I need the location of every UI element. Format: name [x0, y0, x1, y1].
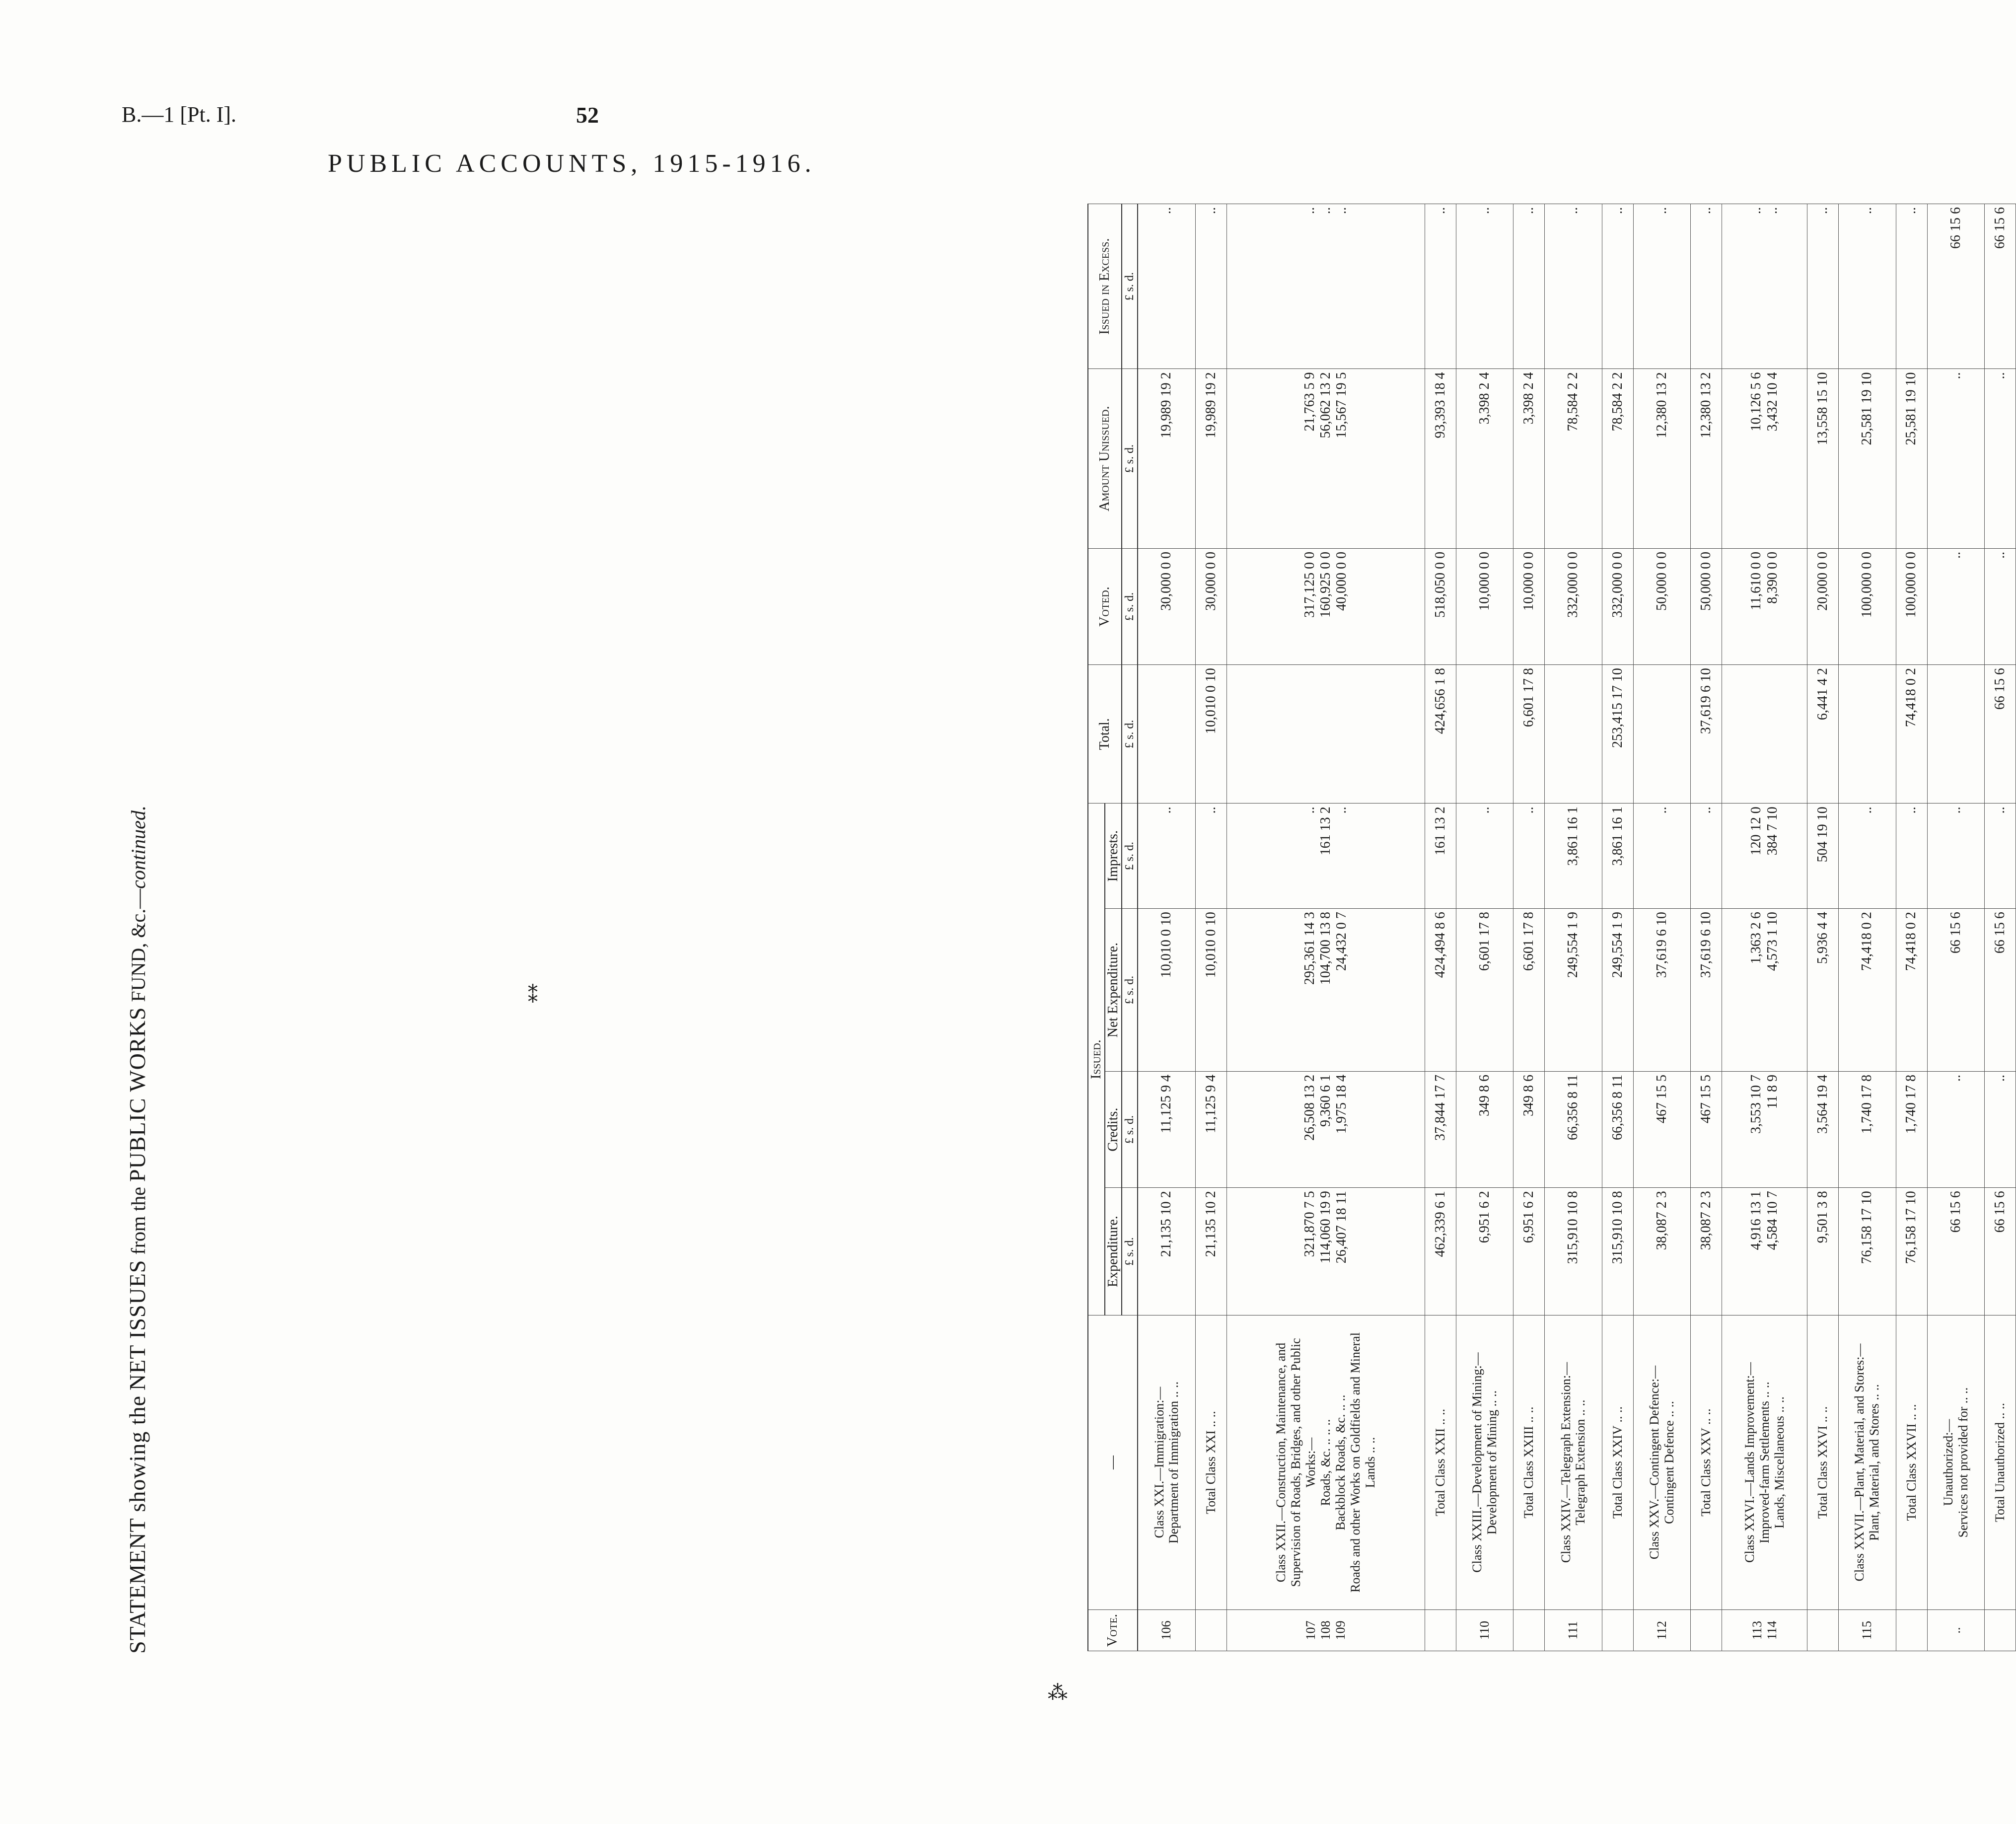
cell-imp: .. — [1691, 803, 1722, 909]
cell-desc: Class XXIII.—Development of Mining:— Development of Mining .. .. — [1456, 1315, 1513, 1610]
cell-voted: 10,000 0 0 — [1456, 548, 1513, 664]
cell-exc: .. .. .. — [1226, 204, 1425, 369]
col-imprests: Imprests. — [1105, 803, 1122, 909]
cell-unis: 12,380 13 2 — [1691, 369, 1722, 548]
cell-exp: 315,910 10 8 — [1602, 1188, 1633, 1315]
page-header-left: B.—1 [Pt. I]. — [122, 102, 236, 127]
cell-tot: 253,415 17 10 — [1602, 665, 1633, 803]
cell-exc: 66 15 6 — [1927, 204, 1984, 369]
cell-vote — [1691, 1610, 1722, 1651]
cell-desc: Total Class XXIV .. .. — [1602, 1315, 1633, 1610]
col-voted: Voted. — [1088, 548, 1122, 664]
cell-exc: .. — [1545, 204, 1602, 369]
cell-desc: Class XXIV.—Telegraph Extension:— Telegraph Extension .. .. — [1545, 1315, 1602, 1610]
cell-net: 249,554 1 9 — [1602, 909, 1633, 1072]
cell-unis: 3,398 2 4 — [1513, 369, 1545, 548]
col-vote: Vote. — [1088, 1610, 1138, 1651]
cell-tot — [1722, 665, 1807, 803]
cell-vote — [1896, 1610, 1927, 1651]
cell-desc: Total Class XXI .. .. — [1195, 1315, 1226, 1610]
cell-desc: Class XXI.—Immigration:— Department of Immigration .. .. — [1138, 1315, 1195, 1610]
cell-tot: 66 15 6 — [1984, 665, 2016, 803]
lsd-voted: £ s. d. — [1122, 548, 1138, 664]
total-row — [1722, 204, 1807, 1651]
cell-imp: .. — [1896, 803, 1927, 909]
cell-imp: .. 161 13 2 .. — [1226, 803, 1425, 909]
cell-imp: .. — [1138, 803, 1195, 909]
cell-voted: 332,000 0 0 — [1545, 548, 1602, 664]
cell-voted: .. — [1927, 548, 1984, 664]
cell-cred: .. — [1927, 1071, 1984, 1187]
cell-desc: Total Unauthorized .. .. — [1984, 1315, 2016, 1610]
cell-imp: .. — [1984, 803, 2016, 909]
cell-vote — [1602, 1610, 1633, 1651]
cell-net: 66 15 6 — [1927, 909, 1984, 1072]
cell-voted: 30,000 0 0 — [1195, 548, 1226, 664]
cell-net: 424,494 8 6 — [1425, 909, 1456, 1072]
cell-vote: 112 — [1633, 1610, 1690, 1651]
lsd-total: £ s. d. — [1122, 665, 1138, 803]
cell-imp: .. — [1456, 803, 1513, 909]
cell-tot — [1839, 665, 1896, 803]
cell-net: 74,418 0 2 — [1839, 909, 1896, 1072]
cell-net: 10,010 0 10 — [1195, 909, 1226, 1072]
lsd-excess: £ s. d. — [1122, 204, 1138, 369]
cell-desc: Total Class XXII .. .. — [1425, 1315, 1456, 1610]
cell-unis: 78,584 2 2 — [1545, 369, 1602, 548]
cell-desc: Total Class XXVI .. .. — [1807, 1315, 1839, 1610]
cell-exp: 315,910 10 8 — [1545, 1188, 1602, 1315]
col-expenditure: Expenditure. — [1105, 1188, 1122, 1315]
cell-tot — [1927, 665, 1984, 803]
cell-net: 37,619 6 10 — [1691, 909, 1722, 1072]
cell-exp: 9,501 3 8 — [1807, 1188, 1839, 1315]
cell-tot: 6,441 4 2 — [1807, 665, 1839, 803]
lsd-credits: £ s. d. — [1122, 1071, 1138, 1187]
cell-exc: .. — [1195, 204, 1226, 369]
cell-cred: 467 15 5 — [1691, 1071, 1722, 1187]
cell-exc: .. — [1839, 204, 1896, 369]
cell-cred: 66,356 8 11 — [1545, 1071, 1602, 1187]
cell-imp: 161 13 2 — [1425, 803, 1456, 909]
cell-cred: 3,564 19 4 — [1807, 1071, 1839, 1187]
cell-exp: 38,087 2 3 — [1633, 1188, 1690, 1315]
cell-unis: 13,558 15 10 — [1807, 369, 1839, 548]
cell-exp: 76,158 17 10 — [1839, 1188, 1896, 1315]
printer-mark: ⁂ — [1048, 1681, 1068, 1704]
cell-net: 6,601 17 8 — [1456, 909, 1513, 1072]
cell-cred: 467 15 5 — [1633, 1071, 1690, 1187]
cell-tot — [1226, 665, 1425, 803]
cell-imp: 120 12 0 384 7 10 — [1722, 803, 1807, 909]
total-row — [1896, 204, 1927, 1651]
cell-exp: 66 15 6 — [1927, 1188, 1984, 1315]
cell-exp: 321,870 7 5 114,060 19 9 26,407 18 11 — [1226, 1188, 1425, 1315]
cell-exc: .. — [1896, 204, 1927, 369]
cell-imp: 504 19 10 — [1807, 803, 1839, 909]
cell-unis: 3,398 2 4 — [1456, 369, 1513, 548]
rotated-table-wrapper — [1087, 204, 2016, 1651]
cell-voted: 50,000 0 0 — [1691, 548, 1722, 664]
cell-net: 74,418 0 2 — [1896, 909, 1927, 1072]
cell-vote: 111 — [1545, 1610, 1602, 1651]
cell-imp: 3,861 16 1 — [1545, 803, 1602, 909]
cell-net: 10,010 0 10 — [1138, 909, 1195, 1072]
cell-cred: .. — [1984, 1071, 2016, 1187]
lsd-net: £ s. d. — [1122, 909, 1138, 1072]
lsd-unissued: £ s. d. — [1122, 369, 1138, 548]
cell-exc: .. — [1602, 204, 1633, 369]
cell-voted: 100,000 0 0 — [1839, 548, 1896, 664]
cell-cred: 1,740 17 8 — [1839, 1071, 1896, 1187]
cell-imp: .. — [1927, 803, 1984, 909]
cell-net: 37,619 6 10 — [1633, 909, 1690, 1072]
cell-net: 66 15 6 — [1984, 909, 2016, 1072]
col-issued-group: Issued. — [1088, 803, 1105, 1315]
col-description: — — [1088, 1315, 1138, 1610]
cell-tot: 424,656 1 8 — [1425, 665, 1456, 803]
cell-exp: 6,951 6 2 — [1456, 1188, 1513, 1315]
cell-imp: .. — [1633, 803, 1690, 909]
col-total: Total. — [1088, 665, 1122, 803]
cell-exp: 38,087 2 3 — [1691, 1188, 1722, 1315]
total-row — [1226, 204, 1425, 1651]
cell-voted: 10,000 0 0 — [1513, 548, 1545, 664]
cell-vote: .. — [1927, 1610, 1984, 1651]
cell-exp: 76,158 17 10 — [1896, 1188, 1927, 1315]
cell-tot — [1633, 665, 1690, 803]
cell-net: 1,363 2 6 4,573 1 10 — [1722, 909, 1807, 1072]
cell-imp: .. — [1195, 803, 1226, 909]
total-row — [1839, 204, 1896, 1651]
cell-desc: Class XXVI.—Lands Improvement:— Improved-farm Settlements .. .. Lands, Miscellaneous .. .. — [1722, 1315, 1807, 1610]
cell-desc: Unauthorized:— Services not provided for .. .. — [1927, 1315, 1984, 1610]
cell-unis: 12,380 13 2 — [1633, 369, 1690, 548]
cell-net: 249,554 1 9 — [1545, 909, 1602, 1072]
cell-vote: 115 — [1839, 1610, 1896, 1651]
total-row — [1927, 204, 1984, 1651]
cell-vote — [1984, 1610, 2016, 1651]
col-credits: Credits. — [1105, 1071, 1122, 1187]
total-row — [1425, 204, 1456, 1651]
cell-unis: 25,581 19 10 — [1896, 369, 1927, 548]
cell-unis: 19,989 19 2 — [1138, 369, 1195, 548]
cell-tot: 6,601 17 8 — [1513, 665, 1545, 803]
cell-desc: Class XXVII.—Plant, Material, and Stores:— Plant, Material, and Stores .. .. — [1839, 1315, 1896, 1610]
cell-voted: 30,000 0 0 — [1138, 548, 1195, 664]
total-row — [1195, 204, 1226, 1651]
cell-unis: 78,584 2 2 — [1602, 369, 1633, 548]
cell-unis: .. — [1984, 369, 2016, 548]
col-excess: Issued in Excess. — [1088, 204, 1122, 369]
statement-net-issues: NET ISSUES — [125, 1259, 150, 1391]
cell-exc: 66 15 6 — [1984, 204, 2016, 369]
cell-exp: 66 15 6 — [1984, 1188, 2016, 1315]
total-row — [1807, 204, 1839, 1651]
lsd-expenditure: £ s. d. — [1122, 1188, 1138, 1315]
document-title: PUBLIC ACCOUNTS, 1915-1916. — [328, 149, 816, 178]
cell-tot: 74,418 0 2 — [1896, 665, 1927, 803]
cell-tot: 10,010 0 10 — [1195, 665, 1226, 803]
cell-exc: .. — [1691, 204, 1722, 369]
statement-heading — [124, 164, 150, 1654]
cell-exc: .. — [1425, 204, 1456, 369]
cell-net: 6,601 17 8 — [1513, 909, 1545, 1072]
cell-vote — [1513, 1610, 1545, 1651]
cell-cred: 11,125 9 4 — [1138, 1071, 1195, 1187]
page-number: 52 — [576, 102, 599, 128]
cell-vote: 106 — [1138, 1610, 1195, 1651]
cell-net: 5,936 4 4 — [1807, 909, 1839, 1072]
cell-exc: .. — [1138, 204, 1195, 369]
cell-desc: Class XXII.—Construction, Maintenance, and Supervision of Roads, Bridges, and other Public Works:— Roads, &c. .. .. .. Backblock Roads, &c. .. .. Roads and other Works on Goldfields and Mineral Lands .. .. — [1226, 1315, 1425, 1610]
cell-desc: Total Class XXIII .. .. — [1513, 1315, 1545, 1610]
cell-desc: Class XXV.—Contingent Defence:— Contingent Defence .. .. — [1633, 1315, 1690, 1610]
statement-from: from the — [127, 1186, 149, 1255]
cell-tot — [1138, 665, 1195, 803]
cell-unis: .. — [1927, 369, 1984, 548]
total-row — [1545, 204, 1602, 1651]
cell-unis: 10,126 5 6 3,432 10 4 — [1722, 369, 1807, 548]
cell-voted: 20,000 0 0 — [1807, 548, 1839, 664]
cell-cred: 3,553 10 7 11 8 9 — [1722, 1071, 1807, 1187]
cell-voted: .. — [1984, 548, 2016, 664]
cell-exc: .. .. — [1722, 204, 1807, 369]
cell-vote — [1807, 1610, 1839, 1651]
total-row — [1984, 204, 2016, 1651]
cell-imp: .. — [1513, 803, 1545, 909]
cell-exc: .. — [1456, 204, 1513, 369]
total-row — [1138, 204, 1195, 1651]
total-row — [1456, 204, 1513, 1651]
printer-mark: ⁑ — [528, 985, 538, 1007]
cell-vote: 110 — [1456, 1610, 1513, 1651]
cell-vote: 107 108 109 — [1226, 1610, 1425, 1651]
total-row — [1691, 204, 1722, 1651]
cell-unis: 19,989 19 2 — [1195, 369, 1226, 548]
public-works-fund-table — [1087, 204, 2016, 1651]
cell-vote: 113 114 — [1722, 1610, 1807, 1651]
cell-vote — [1195, 1610, 1226, 1651]
cell-cred: 37,844 17 7 — [1425, 1071, 1456, 1187]
col-net-expenditure: Net Expenditure. — [1105, 909, 1122, 1072]
cell-exc: .. — [1807, 204, 1839, 369]
statement-continued: continued. — [127, 805, 149, 889]
statement-fund: FUND, &c.— — [127, 888, 149, 1002]
cell-voted: 332,000 0 0 — [1602, 548, 1633, 664]
cell-net: 295,361 14 3 104,700 13 8 24,432 0 7 — [1226, 909, 1425, 1072]
cell-imp: .. — [1839, 803, 1896, 909]
cell-tot — [1456, 665, 1513, 803]
cell-voted: 317,125 0 0 160,925 0 0 40,000 0 0 — [1226, 548, 1425, 664]
cell-cred: 66,356 8 11 — [1602, 1071, 1633, 1187]
cell-desc: Total Class XXVII .. .. — [1896, 1315, 1927, 1610]
total-row — [1602, 204, 1633, 1651]
cell-vote — [1425, 1610, 1456, 1651]
cell-exp: 21,135 10 2 — [1195, 1188, 1226, 1315]
cell-exp: 462,339 6 1 — [1425, 1188, 1456, 1315]
cell-exp: 6,951 6 2 — [1513, 1188, 1545, 1315]
cell-voted: 50,000 0 0 — [1633, 548, 1690, 664]
cell-unis: 93,393 18 4 — [1425, 369, 1456, 548]
cell-voted: 100,000 0 0 — [1896, 548, 1927, 664]
cell-voted: 11,610 0 0 8,390 0 0 — [1722, 548, 1807, 664]
cell-cred: 349 8 6 — [1513, 1071, 1545, 1187]
statement-public-works: PUBLIC WORKS — [125, 1007, 150, 1182]
cell-cred: 349 8 6 — [1456, 1071, 1513, 1187]
total-row — [1513, 204, 1545, 1651]
cell-voted: 518,050 0 0 — [1425, 548, 1456, 664]
cell-exc: .. — [1633, 204, 1690, 369]
total-row — [1633, 204, 1690, 1651]
col-unissued: Amount Unissued. — [1088, 369, 1122, 548]
statement-word: STATEMENT showing the — [125, 1395, 150, 1654]
cell-tot: 37,619 6 10 — [1691, 665, 1722, 803]
lsd-imprests: £ s. d. — [1122, 803, 1138, 909]
cell-exp: 21,135 10 2 — [1138, 1188, 1195, 1315]
cell-unis: 25,581 19 10 — [1839, 369, 1896, 548]
cell-cred: 26,508 13 2 9,360 6 1 1,975 18 4 — [1226, 1071, 1425, 1187]
cell-unis: 21,763 5 9 56,062 13 2 15,567 19 5 — [1226, 369, 1425, 548]
cell-cred: 11,125 9 4 — [1195, 1071, 1226, 1187]
cell-imp: 3,861 16 1 — [1602, 803, 1633, 909]
cell-tot — [1545, 665, 1602, 803]
cell-desc: Total Class XXV .. .. — [1691, 1315, 1722, 1610]
cell-exp: 4,916 13 1 4,584 10 7 — [1722, 1188, 1807, 1315]
cell-exc: .. — [1513, 204, 1545, 369]
cell-cred: 1,740 17 8 — [1896, 1071, 1927, 1187]
